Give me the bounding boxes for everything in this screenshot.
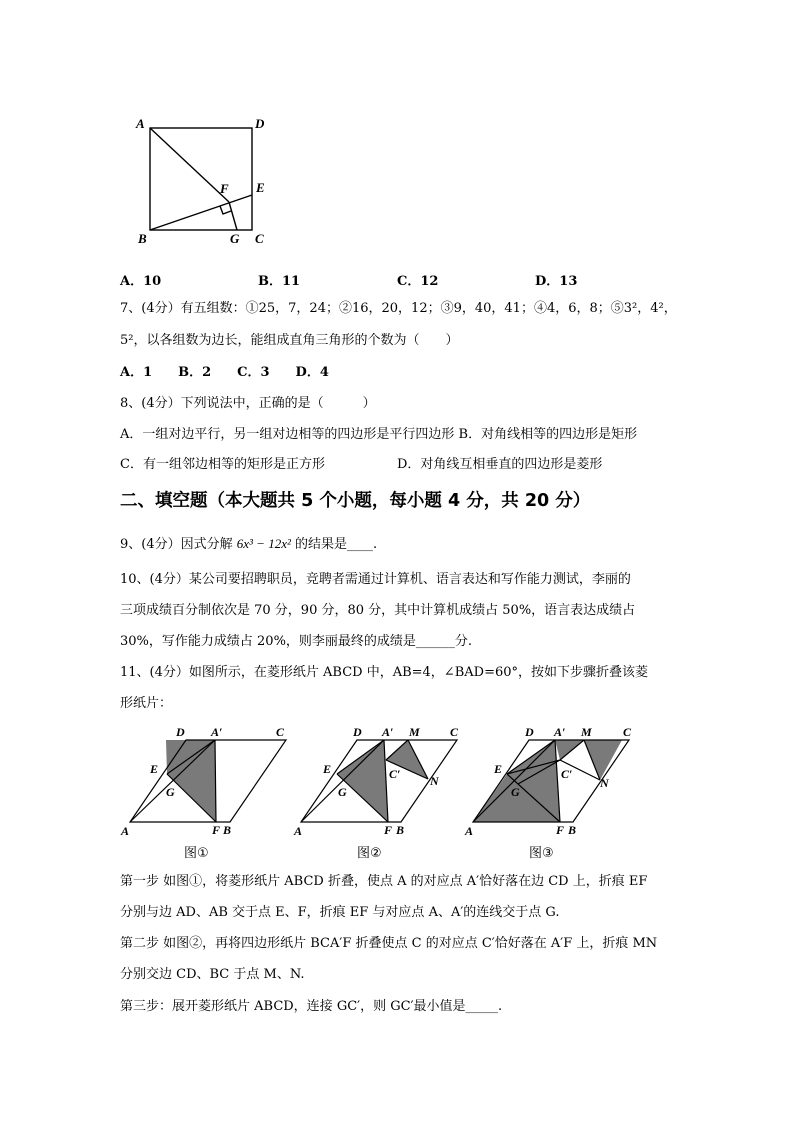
svg-text:C′: C′ xyxy=(561,767,573,781)
q11-step3: 第三步：展开菱形纸片 ABCD，连接 GC′，则 GC′最小值是_____. xyxy=(120,999,503,1014)
svg-text:C: C xyxy=(450,725,459,739)
q11-step2-line1: 第二步 如图②，再将四边形纸片 BCA′F 折叠使点 C 的对应点 C′恰好落在 A′F 上，折痕 MN xyxy=(120,936,658,951)
svg-text:E: E xyxy=(494,762,503,776)
svg-text:A′: A′ xyxy=(554,725,566,739)
q11-line1: 11、(4分）如图所示，在菱形纸片 ABCD 中，AB=4，∠BAD=60°，按如下步骤折叠该菱 xyxy=(120,665,648,680)
svg-text:C: C xyxy=(623,725,632,739)
svg-text:C′: C′ xyxy=(389,767,401,781)
svg-text:B: B xyxy=(223,823,232,837)
svg-text:A: A xyxy=(465,824,474,838)
q11-step1-line1: 第一步 如图①，将菱形纸片 ABCD 折叠，使点 A 的对应点 A′恰好落在边 CD 上，折痕 EF xyxy=(120,874,648,889)
caption-fig1: 图① xyxy=(184,846,209,861)
label-A: A xyxy=(136,116,145,131)
q8-option-d[interactable]: D．对角线互相垂直的四边形是菱形 xyxy=(397,457,603,472)
svg-text:F: F xyxy=(384,823,393,837)
figure-1 xyxy=(120,725,286,838)
svg-text:A′: A′ xyxy=(211,725,223,739)
label-C: C xyxy=(255,231,264,246)
q9-stem xyxy=(120,534,377,555)
label-E: E xyxy=(256,180,265,195)
figure-3 xyxy=(464,725,632,838)
label-B: B xyxy=(138,231,147,246)
q11-fold-figures xyxy=(118,722,658,864)
q6-option-c[interactable]: C．12 xyxy=(397,274,439,289)
label-F: F xyxy=(220,181,229,196)
svg-text:A′: A′ xyxy=(382,725,394,739)
q11-step2-line2: 分别交边 CD、BC 于点 M、N. xyxy=(120,967,305,982)
q6-square-figure xyxy=(130,112,280,252)
svg-text:C: C xyxy=(276,725,285,739)
q6-option-b[interactable]: B．11 xyxy=(258,274,301,289)
q8-stem: 8、(4分）下列说法中，正确的是（ ） xyxy=(120,396,376,411)
q8-options-line1[interactable]: A．一组对边平行，另一组对边相等的四边形是平行四边形 B．对角线相等的四边形是矩形 xyxy=(120,427,638,442)
label-D: D xyxy=(255,116,265,131)
svg-text:G: G xyxy=(166,785,175,799)
svg-text:F: F xyxy=(212,823,221,837)
q11-step1-line2: 分别与边 AD、AB 交于点 E、F，折痕 EF 与对应点 A、A′的连线交于点 G. xyxy=(120,905,560,920)
svg-text:G: G xyxy=(338,785,347,799)
svg-text:N: N xyxy=(430,774,439,788)
svg-text:B: B xyxy=(568,823,577,837)
svg-text:D: D xyxy=(353,725,362,739)
svg-text:N: N xyxy=(600,776,609,790)
q10-line3: 30%，写作能力成绩占 20%，则李丽最终的成绩是______分. xyxy=(120,634,473,649)
caption-fig2: 图② xyxy=(357,846,382,861)
svg-text:E: E xyxy=(150,762,159,776)
figure-2 xyxy=(293,725,459,838)
q9-expression: 6x³ − 12x² xyxy=(236,536,291,551)
svg-text:A: A xyxy=(294,824,303,838)
label-G: G xyxy=(230,231,240,246)
svg-text:A: A xyxy=(121,824,130,838)
svg-text:D: D xyxy=(525,725,534,739)
q6-option-a[interactable]: A．10 xyxy=(120,274,162,289)
q8-option-c[interactable]: C．有一组邻边相等的矩形是正方形 xyxy=(120,457,325,472)
q10-line1: 10、(4分）某公司要招聘职员，竞聘者需通过计算机、语言表达和写作能力测试，李丽的 xyxy=(120,572,631,587)
svg-text:G: G xyxy=(511,785,520,799)
caption-fig3: 图③ xyxy=(529,846,554,861)
q10-line2: 三项成绩百分制依次是 70 分，90 分，80 分，其中计算机成绩占 50%，语言表达成绩占 xyxy=(120,603,636,618)
svg-text:D: D xyxy=(176,725,185,739)
q9-prefix: 9、(4分）因式分解 xyxy=(120,537,237,552)
q9-suffix: 的结果是____. xyxy=(290,537,378,552)
q7-stem-line1: 7、(4分）有五组数：①25，7，24；②16，20，12；③9，40，41；④4，6，8；⑤3²，4²， xyxy=(120,301,677,316)
svg-text:B: B xyxy=(396,823,405,837)
q6-option-d[interactable]: D．13 xyxy=(535,274,578,289)
svg-text:F: F xyxy=(556,823,565,837)
section-2-title: 二、填空题（本大题共 5 个小题，每小题 4 分，共 20 分） xyxy=(120,491,591,511)
svg-text:M: M xyxy=(581,725,592,739)
svg-text:E: E xyxy=(323,762,332,776)
q7-stem-line2: 5²，以各组数为边长，能组成直角三角形的个数为（ ） xyxy=(120,333,459,348)
q11-line2: 形纸片： xyxy=(120,696,173,711)
svg-text:M: M xyxy=(409,725,420,739)
q7-options[interactable]: A．1 B．2 C．3 D．4 xyxy=(120,365,329,380)
